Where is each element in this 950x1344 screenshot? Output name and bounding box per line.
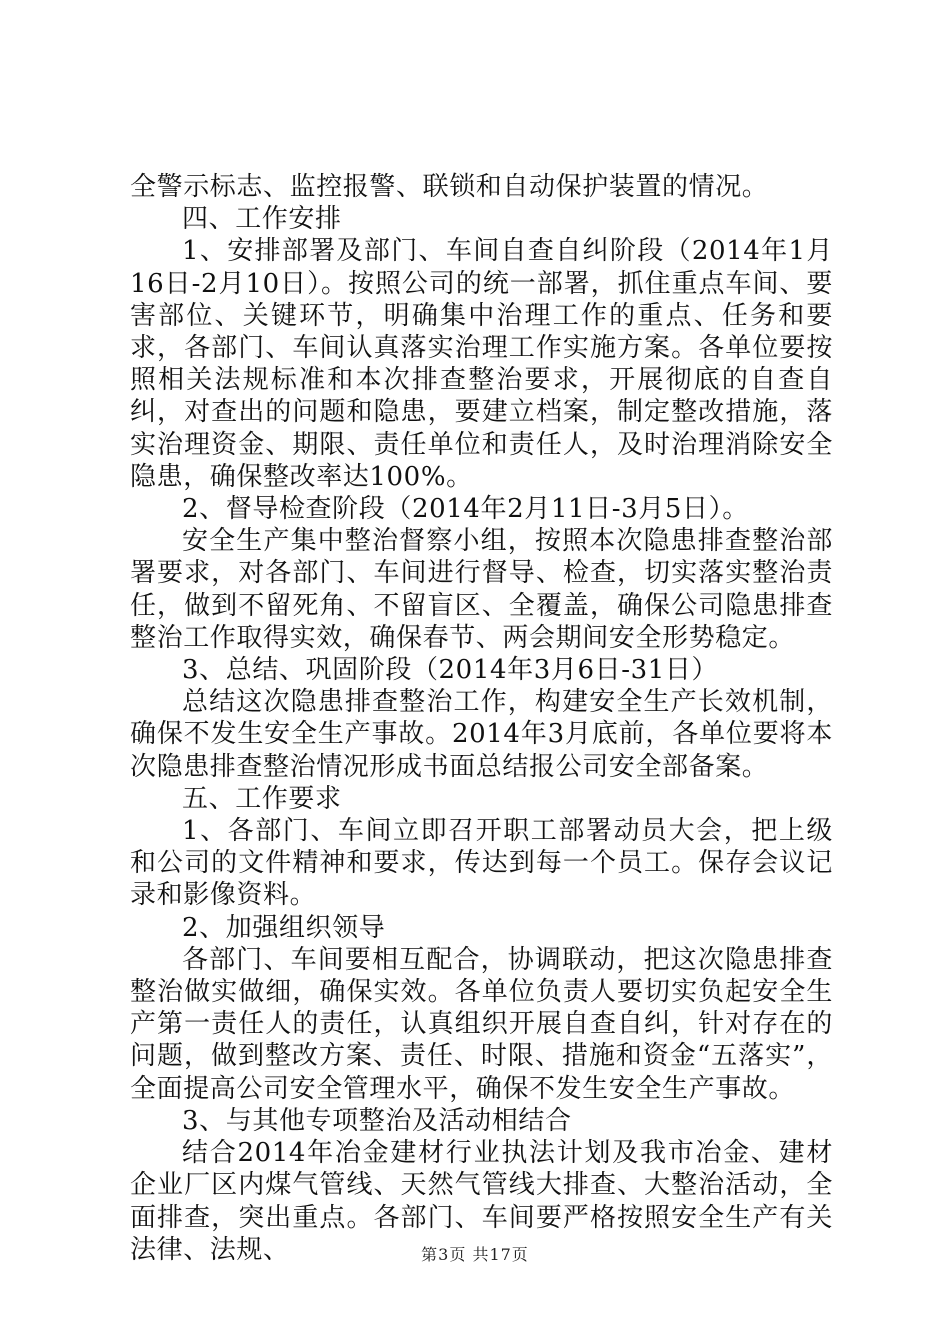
paragraph-stage-1: 1、安排部署及部门、车间自查自纠阶段（2014年1月16日-2月10日）。按照公司的统一部署，抓住重点车间、要害部位、关键环节，明确集中治理工作的重点、任务和要求，各部门、车间认真落实治理工作实施方案。各单位要按照相关法规标准和本次排查整治要求，开展彻底的自查自纠，对查出的问题和隐患，要建立档案，制定整改措施，落实治理资金、期限、责任单位和责任人，及时治理消除安全隐患，确保整改率达100%。 bbox=[130, 236, 833, 492]
paragraph-requirement-2-body: 各部门、车间要相互配合，协调联动，把这次隐患排查整治做实做细，确保实效。各单位负责人要切实负起安全生产第一责任人的责任，认真组织开展自查自纠，针对存在的问题，做到整改方案、责任、时限、措施和资金“五落实”，全面提高公司安全管理水平，确保不发生安全生产事故。 bbox=[130, 944, 833, 1104]
section-heading-work-requirements: 五、工作要求 bbox=[182, 783, 342, 814]
paragraph-continuation: 全警示标志、监控报警、联锁和自动保护装置的情况。 bbox=[130, 172, 769, 202]
paragraph-stage-3-body: 总结这次隐患排查整治工作，构建安全生产长效机制，确保不发生安全生产事故。2014年3月底前，各单位要将本次隐患排查整治情况形成书面总结报公司安全部备案。 bbox=[130, 687, 833, 782]
paragraph-requirement-2-heading: 2、加强组织领导 bbox=[182, 912, 386, 943]
paragraph-stage-2-body: 安全生产集中整治督察小组，按照本次隐患排查整治部署要求，对各部门、车间进行督导、检查，切实落实整治责任，做到不留死角、不留盲区、全覆盖，确保公司隐患排查整治工作取得实效，确保春节、两会期间安全形势稳定。 bbox=[130, 526, 833, 653]
page-number-footer: 第3页 共17页 bbox=[421, 1245, 529, 1264]
paragraph-stage-2-heading: 2、督导检查阶段（2014年2月11日-3月5日）。 bbox=[182, 494, 749, 525]
paragraph-requirement-1: 1、各部门、车间立即召开职工部署动员大会，把上级和公司的文件精神和要求，传达到每一个员工。保存会议记录和影像资料。 bbox=[130, 816, 833, 911]
section-heading-work-arrangement: 四、工作安排 bbox=[182, 204, 342, 235]
paragraph-requirement-3-heading: 3、与其他专项整治及活动相结合 bbox=[182, 1105, 572, 1136]
document-body bbox=[130, 171, 833, 1266]
paragraph-stage-3-heading: 3、总结、巩固阶段（2014年3月6日-31日） bbox=[182, 655, 719, 686]
paragraph-requirement-3-body: 结合2014年冶金建材行业执法计划及我市冶金、建材企业厂区内煤气管线、天然气管线大排查、大整治活动，全面排查，突出重点。各部门、车间要严格按照安全生产有关法律、法规、 bbox=[130, 1138, 833, 1265]
